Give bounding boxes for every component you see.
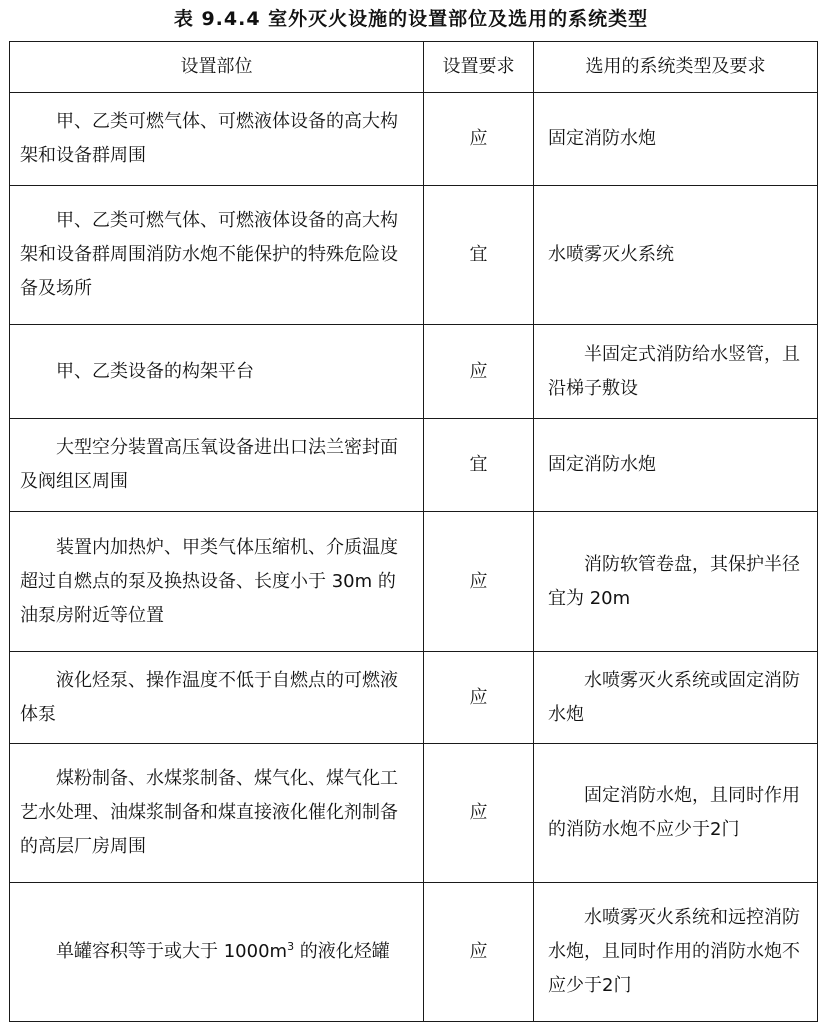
table-row (10, 512, 818, 652)
row-requirement: 应 (424, 744, 534, 883)
table-row (10, 652, 818, 744)
row-system: 水喷雾灭火系统 (534, 186, 818, 325)
header-requirement: 设置要求 (424, 42, 534, 93)
row-system: 消防软管卷盘，其保护半径宜为 20m (534, 512, 818, 652)
row-system: 固定消防水炮 (534, 93, 818, 186)
row-system: 水喷雾灭火系统或固定消防水炮 (534, 652, 818, 744)
row-location: 甲、乙类设备的构架平台 (10, 325, 424, 419)
row-location-text-end: 的液化烃罐 (294, 941, 390, 962)
table-row (10, 419, 818, 512)
row-location-text: 单罐容积等于或大于 1000m (56, 941, 288, 962)
row-requirement: 应 (424, 93, 534, 186)
header-system: 选用的系统类型及要求 (534, 42, 818, 93)
row-requirement: 宜 (424, 186, 534, 325)
table-row (10, 744, 818, 883)
row-location: 甲、乙类可燃气体、可燃液体设备的高大构架和设备群周围消防水炮不能保护的特殊危险设备及场所 (10, 186, 424, 325)
table-row (10, 186, 818, 325)
header-location: 设置部位 (10, 42, 424, 93)
row-location: 装置内加热炉、甲类气体压缩机、介质温度超过自燃点的泵及换热设备、长度小于 30m 的油泵房附近等位置 (10, 512, 424, 652)
row-location: 煤粉制备、水煤浆制备、煤气化、煤气化工艺水处理、油煤浆制备和煤直接液化催化剂制备的高层厂房周围 (10, 744, 424, 883)
row-requirement: 应 (424, 883, 534, 1022)
row-system: 半固定式消防给水竖管，且沿梯子敷设 (534, 325, 818, 419)
table-row (10, 883, 818, 1022)
row-requirement: 应 (424, 325, 534, 419)
table-caption: 表 9.4.4 室外灭火设施的设置部位及选用的系统类型 (173, 8, 649, 30)
row-location: 液化烃泵、操作温度不低于自燃点的可燃液体泵 (10, 652, 424, 744)
superscript-cubed: 3 (287, 940, 295, 953)
row-system: 固定消防水炮，且同时作用的消防水炮不应少于2门 (534, 744, 818, 883)
table-row (10, 325, 818, 419)
row-location: 甲、乙类可燃气体、可燃液体设备的高大构架和设备群周围 (10, 93, 424, 186)
row-system: 固定消防水炮 (534, 419, 818, 512)
row-location (10, 883, 424, 1022)
table-header-row (10, 42, 818, 93)
table-row (10, 93, 818, 186)
row-requirement: 应 (424, 512, 534, 652)
row-location: 大型空分装置高压氧设备进出口法兰密封面及阀组区周围 (10, 419, 424, 512)
spec-table (9, 41, 818, 1022)
row-system: 水喷雾灭火系统和远控消防水炮，且同时作用的消防水炮不应少于2门 (534, 883, 818, 1022)
row-requirement: 应 (424, 652, 534, 744)
row-requirement: 宜 (424, 419, 534, 512)
